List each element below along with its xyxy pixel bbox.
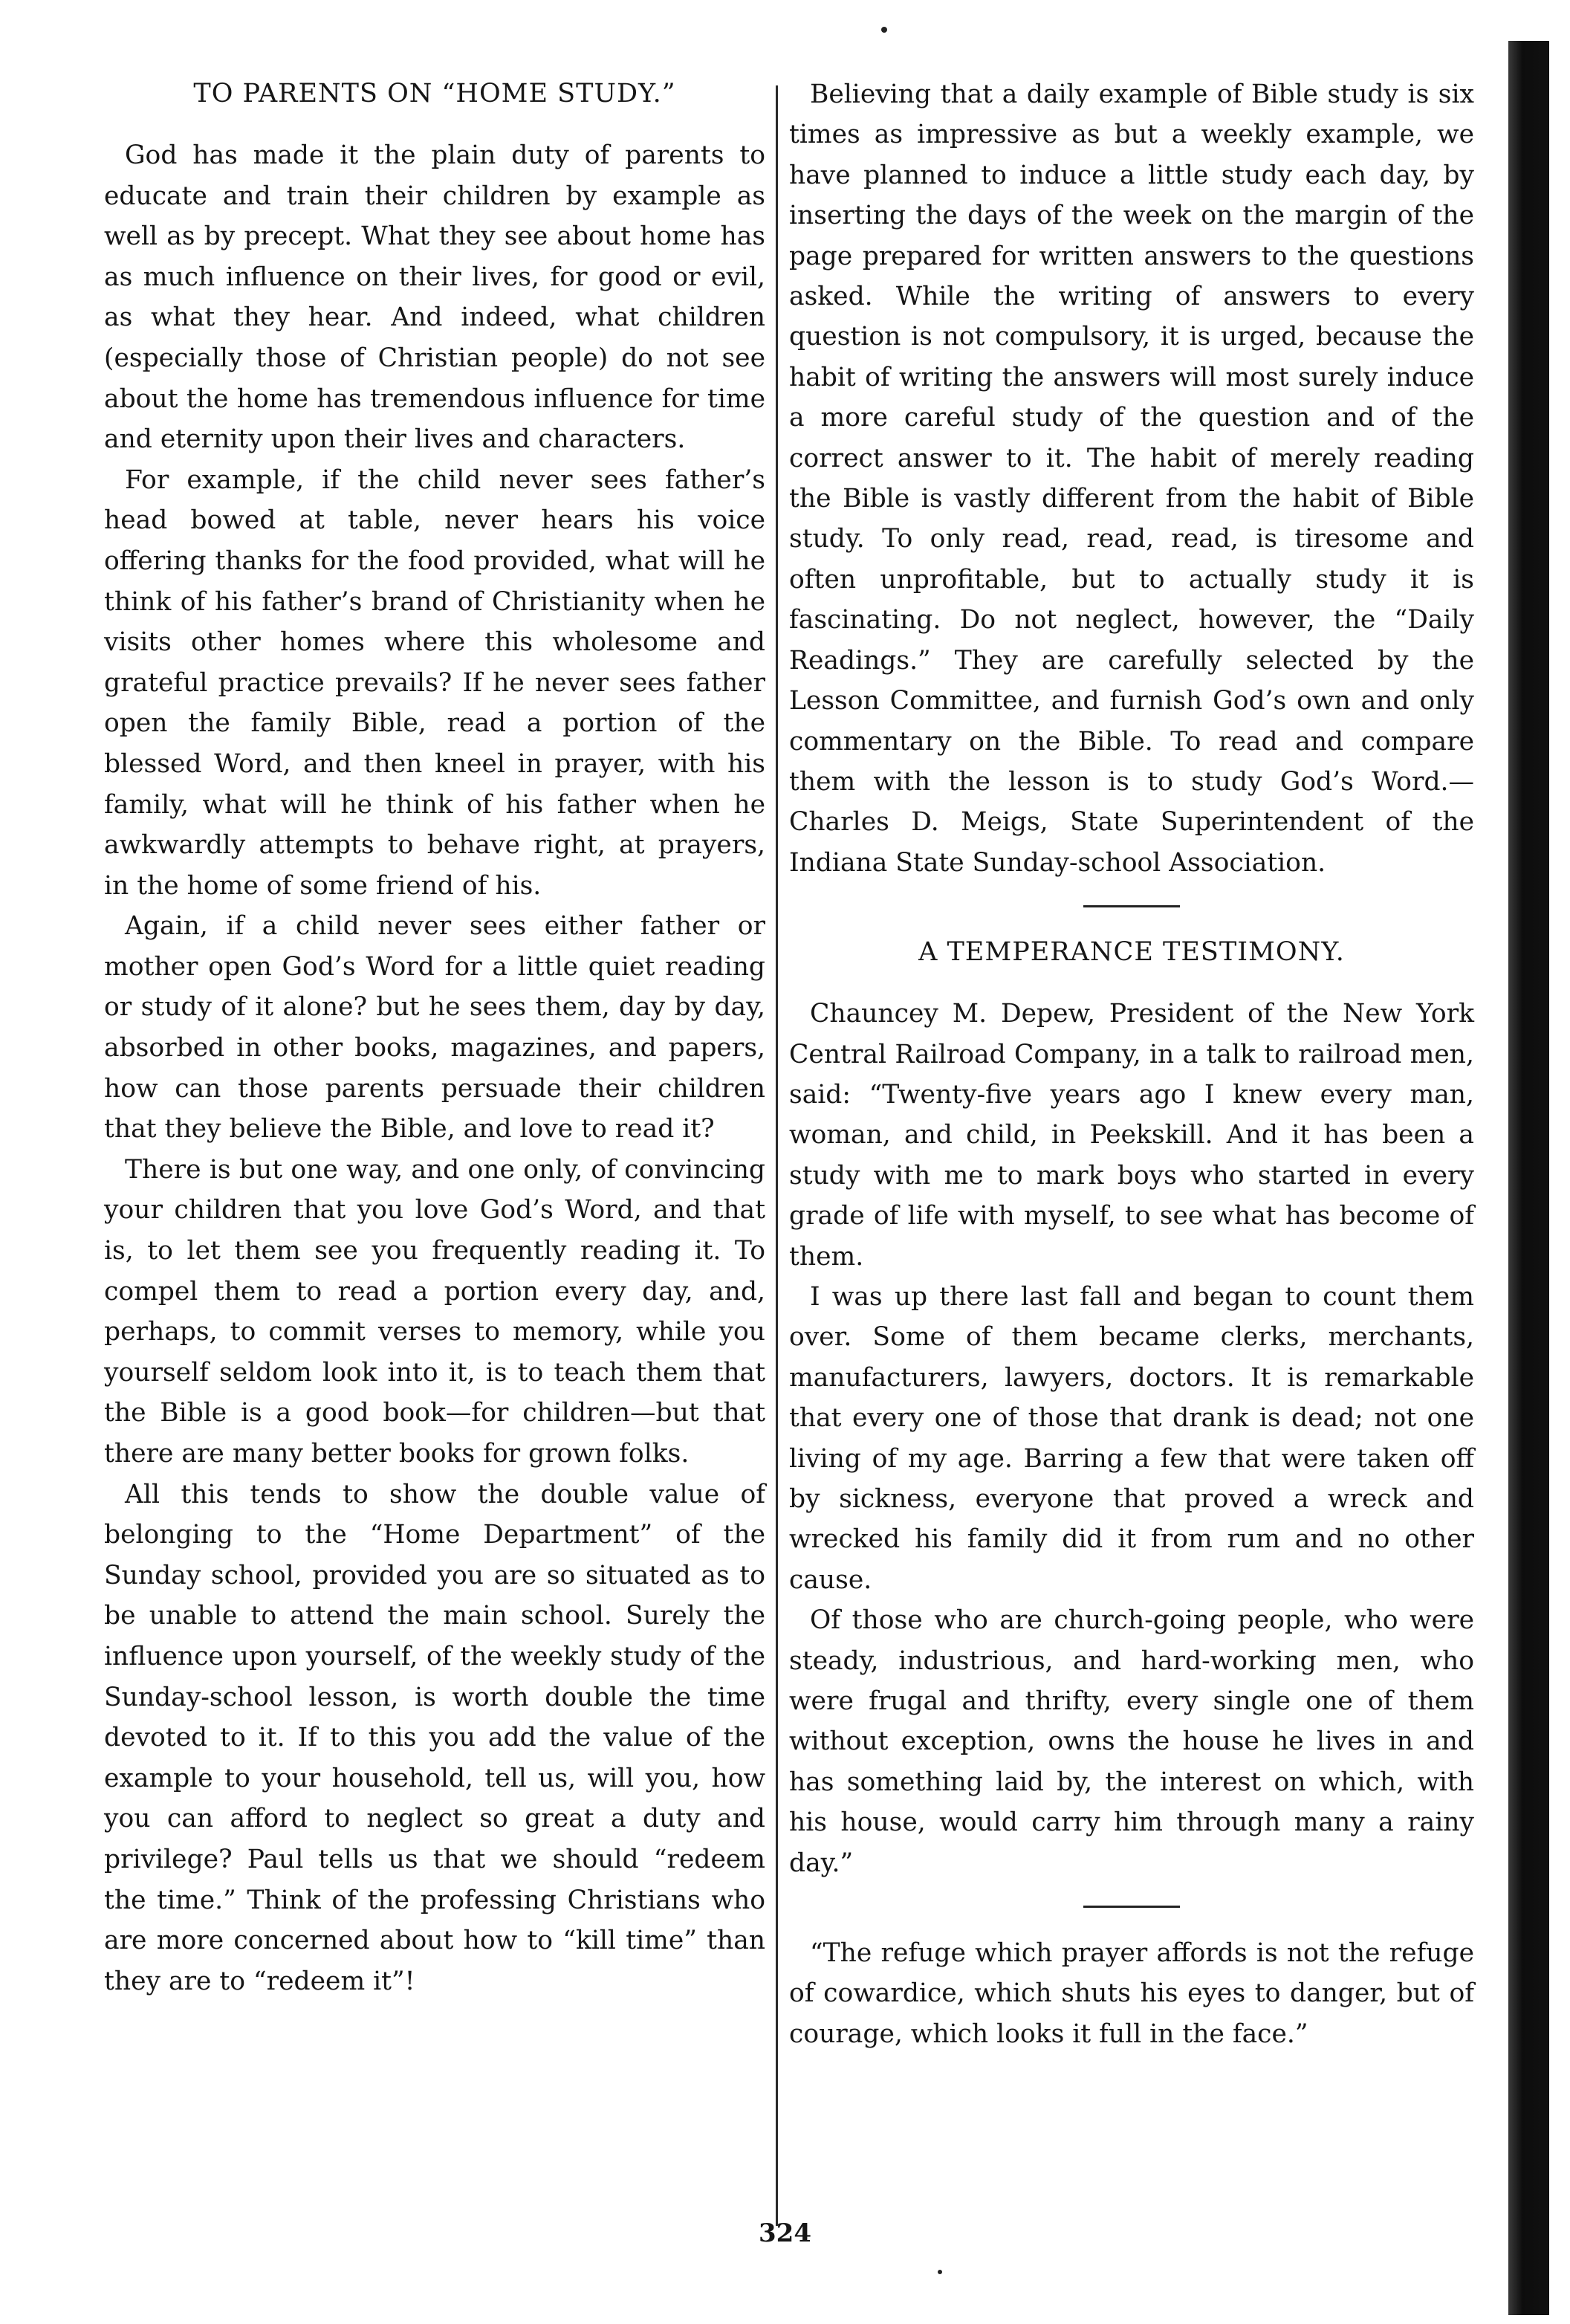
right-column — [789, 74, 1474, 2054]
paragraph: God has made it the plain duty of parents to educate and train their children by example as well as by precept. What they see about home has as much influence on their lives, for good or evil, as what they hear. And indeed, what children (especially those of Christian people) do not see about the home has tremendous influence for time and eternity upon their lives and characters. — [104, 140, 765, 455]
print-speck — [881, 27, 887, 33]
print-speck — [938, 2270, 942, 2274]
section-separator — [1083, 905, 1180, 907]
column-divider — [776, 85, 778, 2226]
paragraph: I was up there last fall and began to count them over. Some of them became clerks, merchants, manufacturers, lawyers, doctors. It is remarkable that every one of those that drank is dead; not one living of my age. Barring a few that were taken off by sickness, everyone that proved a wreck and wrecked his family did it from rum and no other cause. — [789, 1281, 1474, 1595]
left-column — [104, 74, 765, 2001]
article-title-home-study: TO PARENTS ON “HOME STUDY.” — [193, 79, 676, 109]
prayer-quote: “The refuge which prayer affords is not the refuge of cowardice, which shuts his eyes to danger, but of courage, which looks it full in the face.” — [789, 1938, 1474, 2049]
article-title-temperance: A TEMPERANCE TESTIMONY. — [918, 937, 1345, 968]
paragraph: Of those who are church-going people, who were steady, industrious, and hard-working men, who were frugal and thrifty, every single one of them without exception, owns the house he lives in and has something laid by, the interest on which, with his house, would carry him through many a rainy day.” — [789, 1605, 1474, 1878]
paragraph: Chauncey M. Depew, President of the New York Central Railroad Company, in a talk to railroad men, said: “Twenty-five years ago I knew every man, woman, and child, in Peekskill. And it has been a study with me to mark boys who started in every grade of life with myself, to see what has become of them. — [789, 999, 1474, 1272]
paragraph: There is but one way, and one only, of convincing your children that you love God’s Word, and that is, to let them see you frequently reading it. To compel them to read a portion every day, and, perhaps, to commit verses to memory, while you yourself seldom look into it, is to teach them that the Bible is a good book—for children—but that there are many better books for grown folks. — [104, 1154, 765, 1469]
paragraph-daily-study: Believing that a daily example of Bible study is six times as impressive as but a weekly example, we have planned to induce a little study each day, by inserting the days of the week on the margin of the page prepared for written answers to the questions asked. While the writing of answers to every question is not compulsory, it is urged, because the habit of writing the answers will most surely induce a more careful study of the question and of the correct answer to it. The habit of merely reading the Bible is vastly different from the habit of Bible study. To only read, read, read, is tiresome and often unprofitable, but to actually study it is fascinating. Do not neglect, however, the “Daily Readings.” They are carefully selected by the Lesson Committee, and furnish God’s own and only commentary on the Bible. To read and compare them with the lesson is to study God’s Word.—Charles D. Meigs, State Superintendent of the Indiana State Sunday-school Association. — [789, 80, 1474, 878]
paragraph: For example, if the child never sees father’s head bowed at table, never hears his voice offering thanks for the food provided, what will he think of his father’s brand of Christianity when he visits other homes where this wholesome and grateful practice prevails? If he never sees father open the family Bible, read a portion of the blessed Word, and then kneel in prayer, with his family, what will he think of his father when he awkwardly attempts to behave right, at prayers, in the home of some friend of his. — [104, 465, 765, 901]
page-edge-shadow — [1508, 41, 1549, 2315]
paragraph: All this tends to show the double value of belonging to the “Home Department” of the Sunday school, provided you are so situated as to be unable to attend the main school. Surely the influence upon yourself, of the weekly study of the Sunday-school lesson, is worth double the time devoted to it. If to this you add the value of the example to your household, tell us, will you, how you can afford to neglect so great a duty and privilege? Paul tells us that we should “redeem the time.” Think of the professing Christians who are more concerned about how to “kill time” than they are to “redeem it”! — [104, 1479, 765, 1996]
section-separator — [1083, 1906, 1180, 1908]
page-number: 324 — [759, 2218, 811, 2248]
paragraph: Again, if a child never sees either father or mother open God’s Word for a little quiet reading or study of it alone? but he sees them, day by day, absorbed in other books, magazines, and papers, how can those parents persuade their children that they believe the Bible, and love to read it? — [104, 911, 765, 1145]
